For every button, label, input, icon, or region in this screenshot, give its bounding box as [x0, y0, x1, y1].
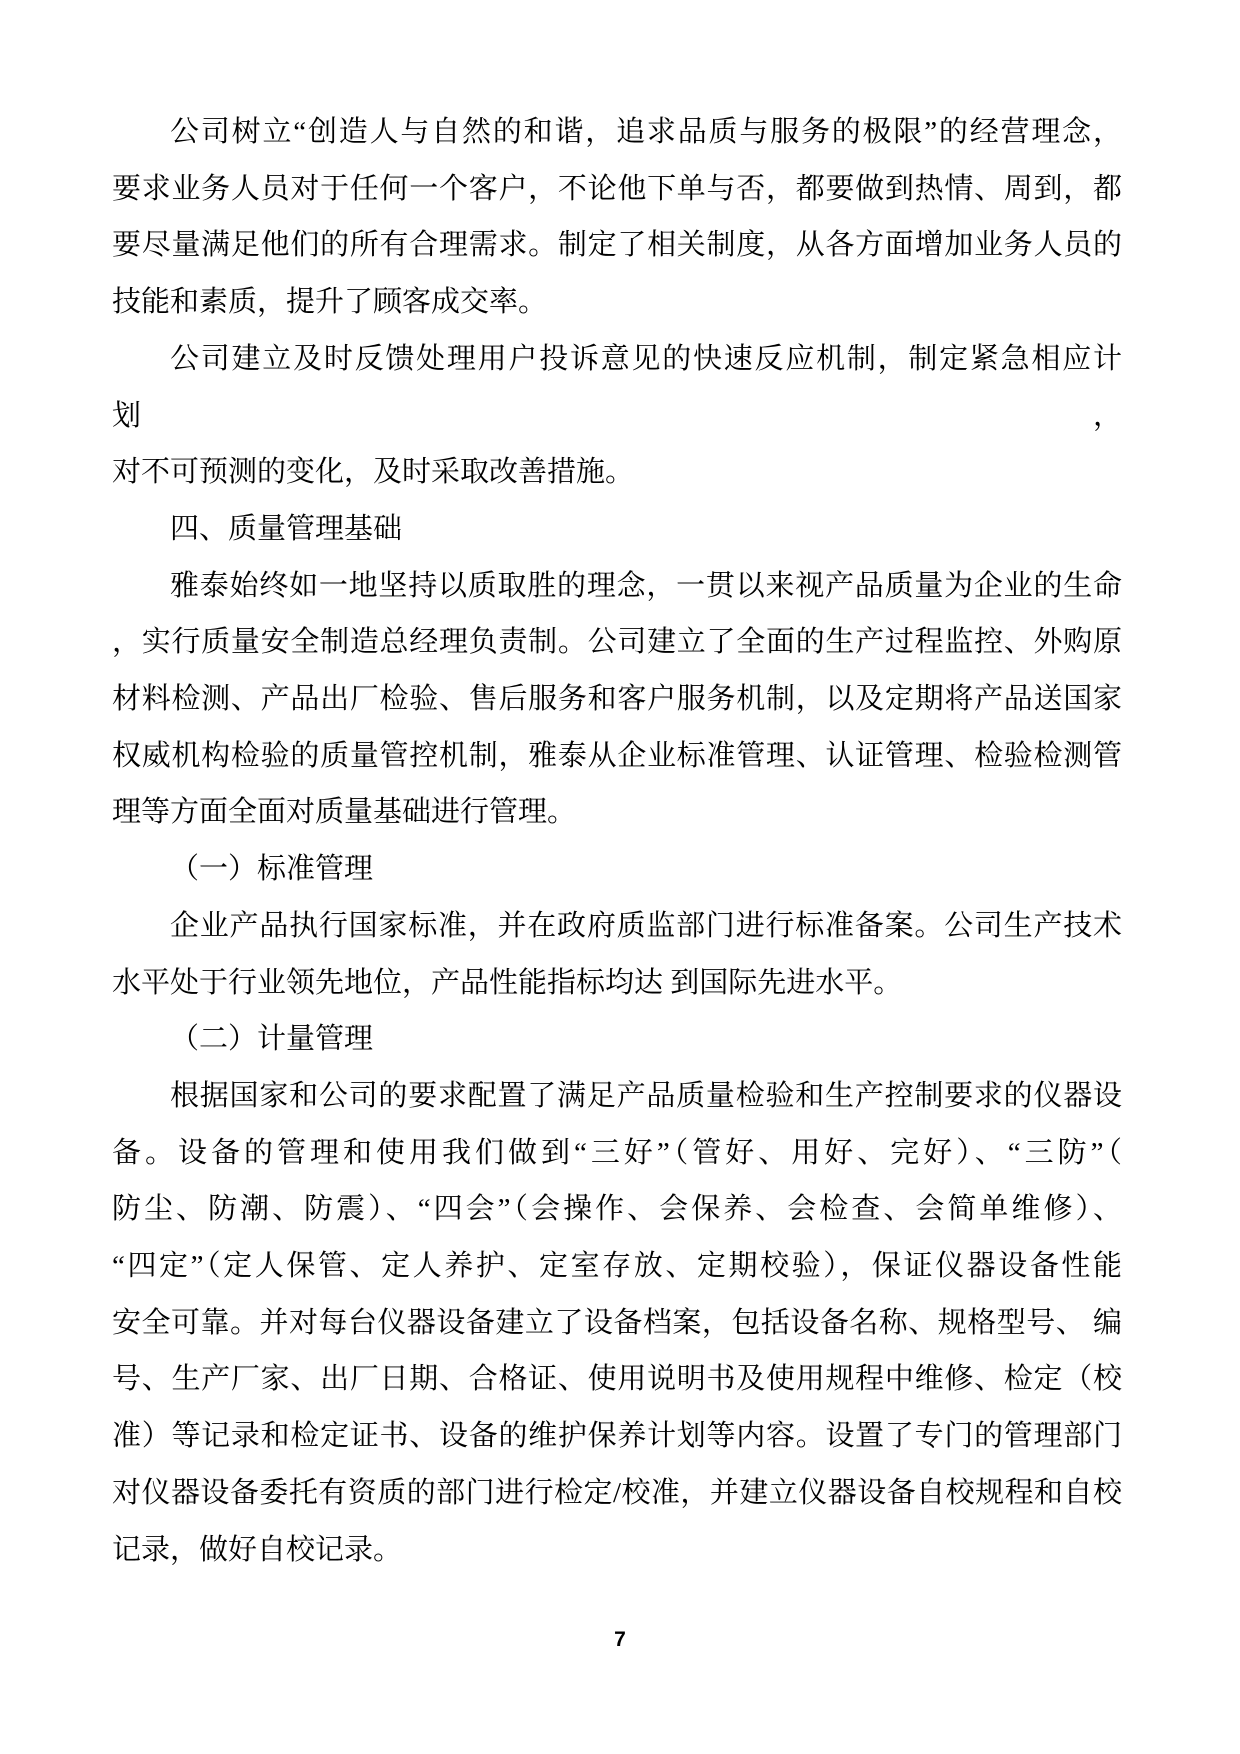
text-line: 备。设备的管理和使用我们做到“三好”（管好、用好、完好）、“三防”（	[112, 1136, 1122, 1169]
text-line: 要尽量满足他们的所有合理需求。制定了相关制度，从各方面增加业务人员的	[112, 229, 1122, 262]
text-line: 号、生产厂家、出厂日期、合格证、使用说明书及使用规程中维修、检定（校	[112, 1363, 1122, 1396]
text-line: 公司建立及时反馈处理用户投诉意见的快速反应机制，制定紧急相应计划，	[112, 342, 1122, 432]
text-line: 水平处于行业领先地位，产品性能指标均达 到国际先进水平。	[112, 966, 903, 999]
text-line: 对不可预测的变化，及时采取改善措施。	[112, 456, 635, 489]
heading-line: 四、质量管理基础	[170, 512, 403, 545]
text-line: “四定”（定人保管、定人养护、定室存放、定期校验），保证仪器设备性能	[112, 1250, 1122, 1283]
text-line: 公司树立“创造人与自然的和谐，追求品质与服务的极限”的经营理念，	[170, 116, 1122, 148]
text-line: 根据国家和公司的要求配置了满足产品质量检验和生产控制要求的仪器设	[170, 1079, 1122, 1112]
heading-line: （二）计量管理	[170, 1023, 374, 1056]
text-line: 安全可靠。并对每台仪器设备建立了设备档案，包括设备名称、规格型号、 编	[112, 1306, 1122, 1339]
heading-line: （一）标准管理	[170, 853, 374, 886]
document-body	[112, 104, 1122, 1578]
text-line: 记录，做好自校记录。	[112, 1533, 403, 1566]
text-line: 技能和素质，提升了顾客成交率。	[112, 286, 548, 319]
text-line: ，实行质量安全制造总经理负责制。公司建立了全面的生产过程监控、外购原	[112, 626, 1122, 659]
text-line: 雅泰始终如一地坚持以质取胜的理念，一贯以来视产品质量为企业的生命	[170, 569, 1122, 602]
page-footer	[0, 1628, 1240, 1652]
text-line: 材料检测、产品出厂检验、售后服务和客户服务机制，以及定期将产品送国家	[112, 683, 1122, 716]
text-line: 防尘、防潮、防震）、“四会”（会操作、会保养、会检查、会简单维修）、	[112, 1193, 1122, 1226]
text-line: 对仪器设备委托有资质的部门进行检定/校准，并建立仪器设备自校规程和自校	[112, 1476, 1122, 1509]
text-line: 要求业务人员对于任何一个客户，不论他下单与否，都要做到热情、周到，都	[112, 172, 1122, 205]
page-number: 7	[614, 1628, 626, 1651]
text-line: 理等方面全面对质量基础进行管理。	[112, 796, 577, 829]
text-line: 准）等记录和检定证书、设备的维护保养计划等内容。设置了专门的管理部门	[112, 1420, 1122, 1453]
text-line: 企业产品执行国家标准，并在政府质监部门进行标准备案。公司生产技术	[170, 909, 1122, 942]
text-line: 权威机构检验的质量管控机制，雅泰从企业标准管理、认证管理、检验检测管	[112, 739, 1122, 772]
